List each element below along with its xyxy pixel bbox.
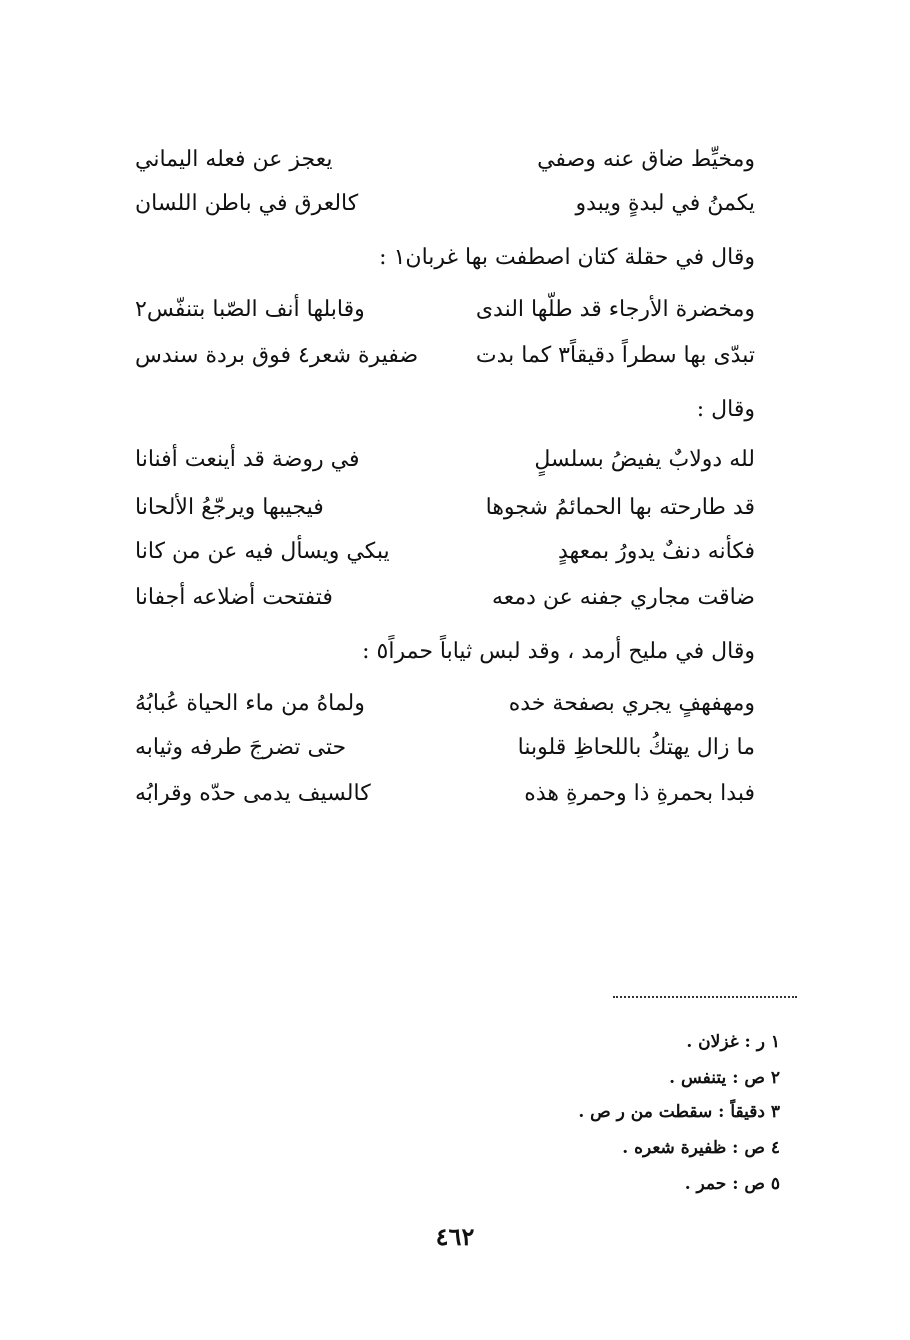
verse-first-hemistich: ومخيِّط ضاق عنه وصفي xyxy=(537,147,755,172)
verse-second-hemistich: ولماهُ من ماء الحياة عُبابُهُ xyxy=(135,691,365,716)
footnote: ٣ دقيقاً : سقطت من ر ص . xyxy=(578,1102,780,1122)
footnote: ٤ ص : ظفيرة شعره . xyxy=(622,1138,780,1158)
verse-line xyxy=(135,774,755,814)
verse-first-hemistich: قد طارحته بها الحمائمُ شجوها xyxy=(485,495,755,520)
poem-intro: وقال : xyxy=(696,397,755,422)
verse-line xyxy=(135,440,755,480)
footnote: ٢ ص : يتنفس . xyxy=(669,1068,780,1088)
verse-second-hemistich: حتى تضرجَ طرفه وثيابه xyxy=(135,735,347,760)
page-number: ٤٦٢ xyxy=(435,1222,475,1251)
poem-intro: وقال في مليح أرمد ، وقد لبس ثياباً حمراً٥ : xyxy=(362,639,755,664)
verse-line xyxy=(135,532,755,572)
verse-first-hemistich: ما زال يهتكُ باللحاظِ قلوبنا xyxy=(517,735,755,760)
verse-second-hemistich: فتفتحت أضلاعه أجفانا xyxy=(135,585,333,610)
verse-line xyxy=(135,336,755,376)
poem-intro: وقال في حقلة كتان اصطفت بها غربان١ : xyxy=(379,245,755,270)
verse-first-hemistich: ومهفهفٍ يجري بصفحة خده xyxy=(508,691,755,716)
verse-line xyxy=(135,684,755,724)
verse-second-hemistich: ضفيرة شعر٤ فوق بردة سندس xyxy=(135,343,419,368)
verse-second-hemistich: فيجيبها ويرجّعُ الألحانا xyxy=(135,495,324,520)
verse-line xyxy=(135,488,755,528)
verse-line xyxy=(135,184,755,224)
verse-second-hemistich: وقابلها أنف الصّبا بتنفّس٢ xyxy=(135,297,365,322)
verse-first-hemistich: لله دولابٌ يفيضُ بسلسلٍ xyxy=(534,447,755,472)
verse-first-hemistich: فكأنه دنفٌ يدورُ بمعهدٍ xyxy=(557,539,755,564)
verse-first-hemistich: فبدا بحمرةِ ذا وحمرةِ هذه xyxy=(524,781,755,806)
verse-second-hemistich: يبكي ويسأل فيه عن من كانا xyxy=(135,539,390,564)
verse-line xyxy=(135,290,755,330)
verse-second-hemistich: يعجز عن فعله اليماني xyxy=(135,147,333,172)
footnote: ١ ر : غزلان . xyxy=(686,1032,780,1052)
verse-second-hemistich: كالعرق في باطن اللسان xyxy=(135,191,359,216)
footnote: ٥ ص : حمر . xyxy=(684,1174,780,1194)
verse-first-hemistich: ومخضرة الأرجاء قد طلّها الندى xyxy=(475,297,755,322)
verse-line xyxy=(135,728,755,768)
verse-line xyxy=(135,140,755,180)
footnote-separator xyxy=(613,996,797,998)
verse-second-hemistich: في روضة قد أينعت أفنانا xyxy=(135,447,360,472)
verse-first-hemistich: يكمنُ في لبدةٍ ويبدو xyxy=(575,191,755,216)
verse-line xyxy=(135,578,755,618)
verse-first-hemistich: ضاقت مجاري جفنه عن دمعه xyxy=(491,585,755,610)
verse-second-hemistich: كالسيف يدمى حدّه وقرابُه xyxy=(135,781,371,806)
verse-first-hemistich: تبدّى بها سطراً دقيقاً٣ كما بدت xyxy=(475,343,755,368)
